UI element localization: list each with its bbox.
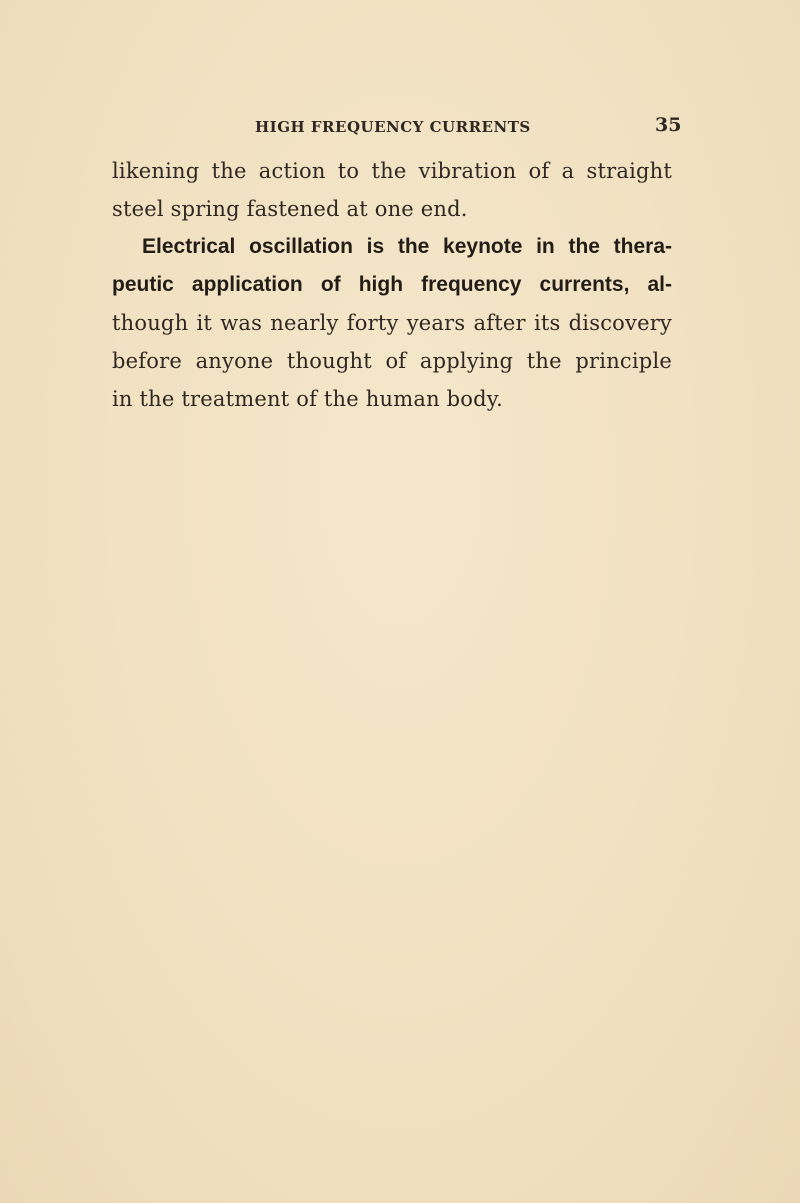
text-line: peutic application of high frequency currents, al-: [112, 273, 672, 296]
text-line: likening the action to the vibration of a straight: [112, 159, 672, 183]
running-title: HIGH FREQUENCY CURRENTS: [255, 118, 531, 136]
running-head: [0, 114, 800, 142]
page-number: 35: [655, 114, 682, 136]
text-line: though it was nearly forty years after its discovery: [112, 311, 672, 335]
text-line: steel spring fastened at one end.: [112, 197, 468, 221]
text-line: Electrical oscillation is the keynote in the thera-: [142, 235, 672, 258]
text-line: before anyone thought of applying the principle: [112, 349, 672, 373]
text-line: in the treatment of the human body.: [112, 387, 503, 411]
body-text: [112, 152, 672, 418]
